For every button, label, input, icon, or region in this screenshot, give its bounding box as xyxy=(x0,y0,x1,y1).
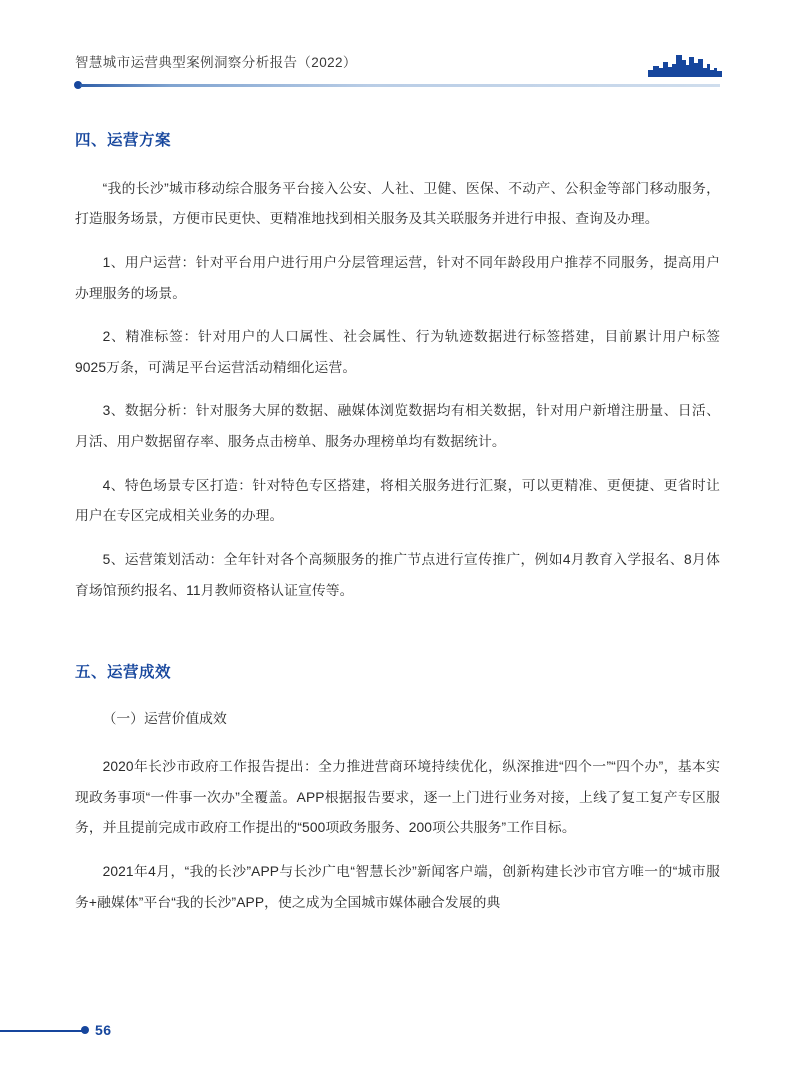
page-footer xyxy=(0,1010,793,1050)
section-heading-operations-plan: 四、运营方案 xyxy=(75,132,172,149)
paragraph: 4、特色场景专区打造：针对特色专区搭建，将相关服务进行汇聚，可以更精准、更便捷、更省时让用户在专区完成相关业务的办理。 xyxy=(75,477,720,524)
page-header xyxy=(0,0,793,96)
paragraph: 1、用户运营：针对平台用户进行用户分层管理运营，针对不同年龄段用户推荐不同服务，提高用户办理服务的场景。 xyxy=(75,254,720,301)
paragraph: “我的长沙”城市移动综合服务平台接入公安、人社、卫健、医保、不动产、公积金等部门移动服务，打造服务场景，方便市民更快、更精准地找到相关服务及其关联服务并进行申报、查询及办理。 xyxy=(75,180,720,227)
footer-dot-icon xyxy=(81,1026,89,1034)
paragraph: 2021年4月，“我的长沙”APP与长沙广电“智慧长沙”新闻客户端，创新构建长沙市官方唯一的“城市服务+融媒体”平台“我的长沙”APP，使之成为全国城市媒体融合发展的典 xyxy=(75,863,720,910)
page-content xyxy=(75,130,720,918)
page-number: 56 xyxy=(95,1022,112,1038)
city-skyline-icon xyxy=(648,48,722,78)
paragraph: 2020年长沙市政府工作报告提出：全力推进营商环境持续优化，纵深推进“四个一”“四个办”，基本实现政务事项“一件事一次办”全覆盖。APP根据报告要求，逐一上门进行业务对接，上线了复工复产专区服务，并且提前完成市政府工作提出的“500项政务服务、200项公共服务”工作目标。 xyxy=(75,759,720,836)
header-title: 智慧城市运营典型案例洞察分析报告（2022） xyxy=(75,55,357,70)
section-heading-operations-results: 五、运营成效 xyxy=(75,664,172,682)
footer-divider xyxy=(0,1030,84,1032)
paragraph: 3、数据分析：针对服务大屏的数据、融媒体浏览数据均有相关数据，针对用户新增注册量、日活、月活、用户数据留存率、服务点击榜单、服务办理榜单均有数据统计。 xyxy=(75,403,720,450)
paragraph: 5、运营策划活动：全年针对各个高频服务的推广节点进行宣传推广，例如4月教育入学报名、8月体育场馆预约报名、11月教师资格认证宣传等。 xyxy=(75,551,720,598)
subsection-heading-operations-value: （一）运营价值成效 xyxy=(102,710,227,726)
header-divider xyxy=(80,84,720,87)
paragraph: 2、精准标签：针对用户的人口属性、社会属性、行为轨迹数据进行标签搭建，目前累计用户标签9025万条，可满足平台运营活动精细化运营。 xyxy=(75,329,720,375)
